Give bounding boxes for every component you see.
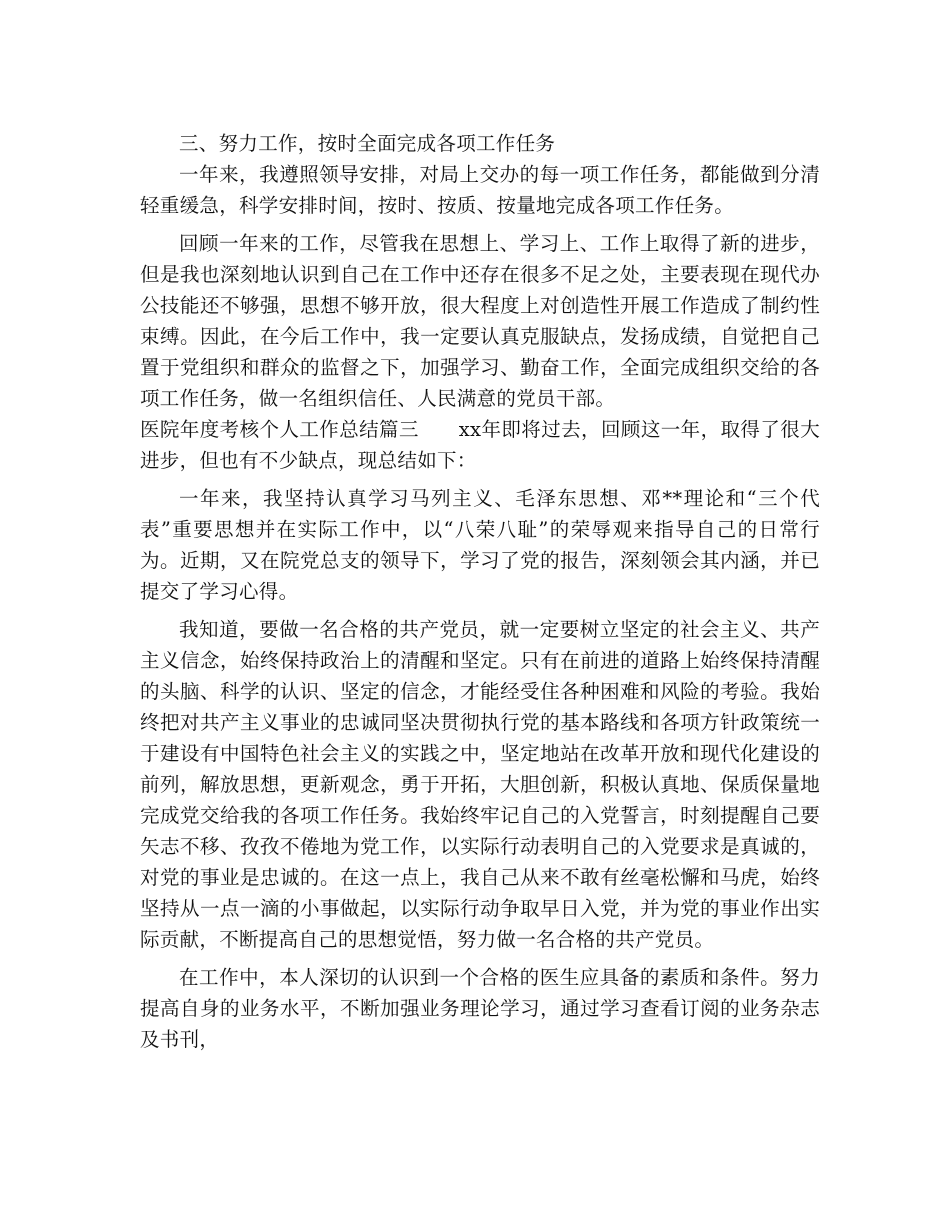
paragraph: 我知道，要做一名合格的共产党员，就一定要树立坚定的社会主义、共产主义信念，始终保持政治上的清醒和坚定。只有在前进的道路上始终保持清醒的头脑、科学的认识、坚定的信念，才能经受住各种困难和风险的考验。我始终把对共产主义事业的忠诚同坚决贯彻执行党的基本路线和各项方针政策统一于建设有中国特色社会主义的实践之中，坚定地站在改革开放和现代化建设的前列，解放思想，更新观念，勇于开拓，大胆创新，积极认真地、保质保量地完成党交给我的各项工作任务。我始终牢记自己的入党誓言，时刻提醒自己要矢志不移、孜孜不倦地为党工作，以实际行动表明自己的入党要求是真诚的，对党的事业是忠诚的。在这一点上，我自己从来不敢有丝毫松懈和马虎，始终坚持从一点一滴的小事做起，以实际行动争取早日入党，并为党的事业作出实际贡献，不断提高自己的思想觉悟，努力做一名合格的共产党员。 (140, 618, 820, 951)
paragraph: 一年来，我遵照领导安排，对局上交办的每一项工作任务，都能做到分清轻重缓急，科学安排时间，按时、按质、按量地完成各项工作任务。 (140, 163, 820, 217)
section-heading: 三、努力工作，按时全面完成各项工作任务 (179, 132, 556, 155)
document-body (140, 128, 820, 1062)
article-title-paragraph: 医院年度考核个人工作总结篇三 xx年即将过去，回顾这一年，取得了很大进步，但也有不少缺点，现总结如下： (140, 418, 820, 472)
paragraph: 一年来，我坚持认真学习马列主义、毛泽东思想、邓**理论和“三个代表”重要思想并在实际工作中，以“八荣八耻”的荣辱观来指导自己的日常行为。近期，又在院党总支的领导下，学习了党的报告，深刻领会其内涵，并已提交了学习心得。 (140, 487, 820, 603)
paragraph: 回顾一年来的工作，尽管我在思想上、学习上、工作上取得了新的进步，但是我也深刻地认识到自己在工作中还存在很多不足之处，主要表现在现代办公技能还不够强，思想不够开放，很大程度上对创造性开展工作造成了制约性束缚。因此，在今后工作中，我一定要认真克服缺点，发扬成绩，自觉把自己置于党组织和群众的监督之下，加强学习、勤奋工作，全面完成组织交给的各项工作任务，做一名组织信任、人民满意的党员干部。 (140, 232, 820, 410)
paragraph: 在工作中，本人深切的认识到一个合格的医生应具备的素质和条件。努力提高自身的业务水平，不断加强业务理论学习，通过学习查看订阅的业务杂志及书刊， (140, 966, 820, 1051)
